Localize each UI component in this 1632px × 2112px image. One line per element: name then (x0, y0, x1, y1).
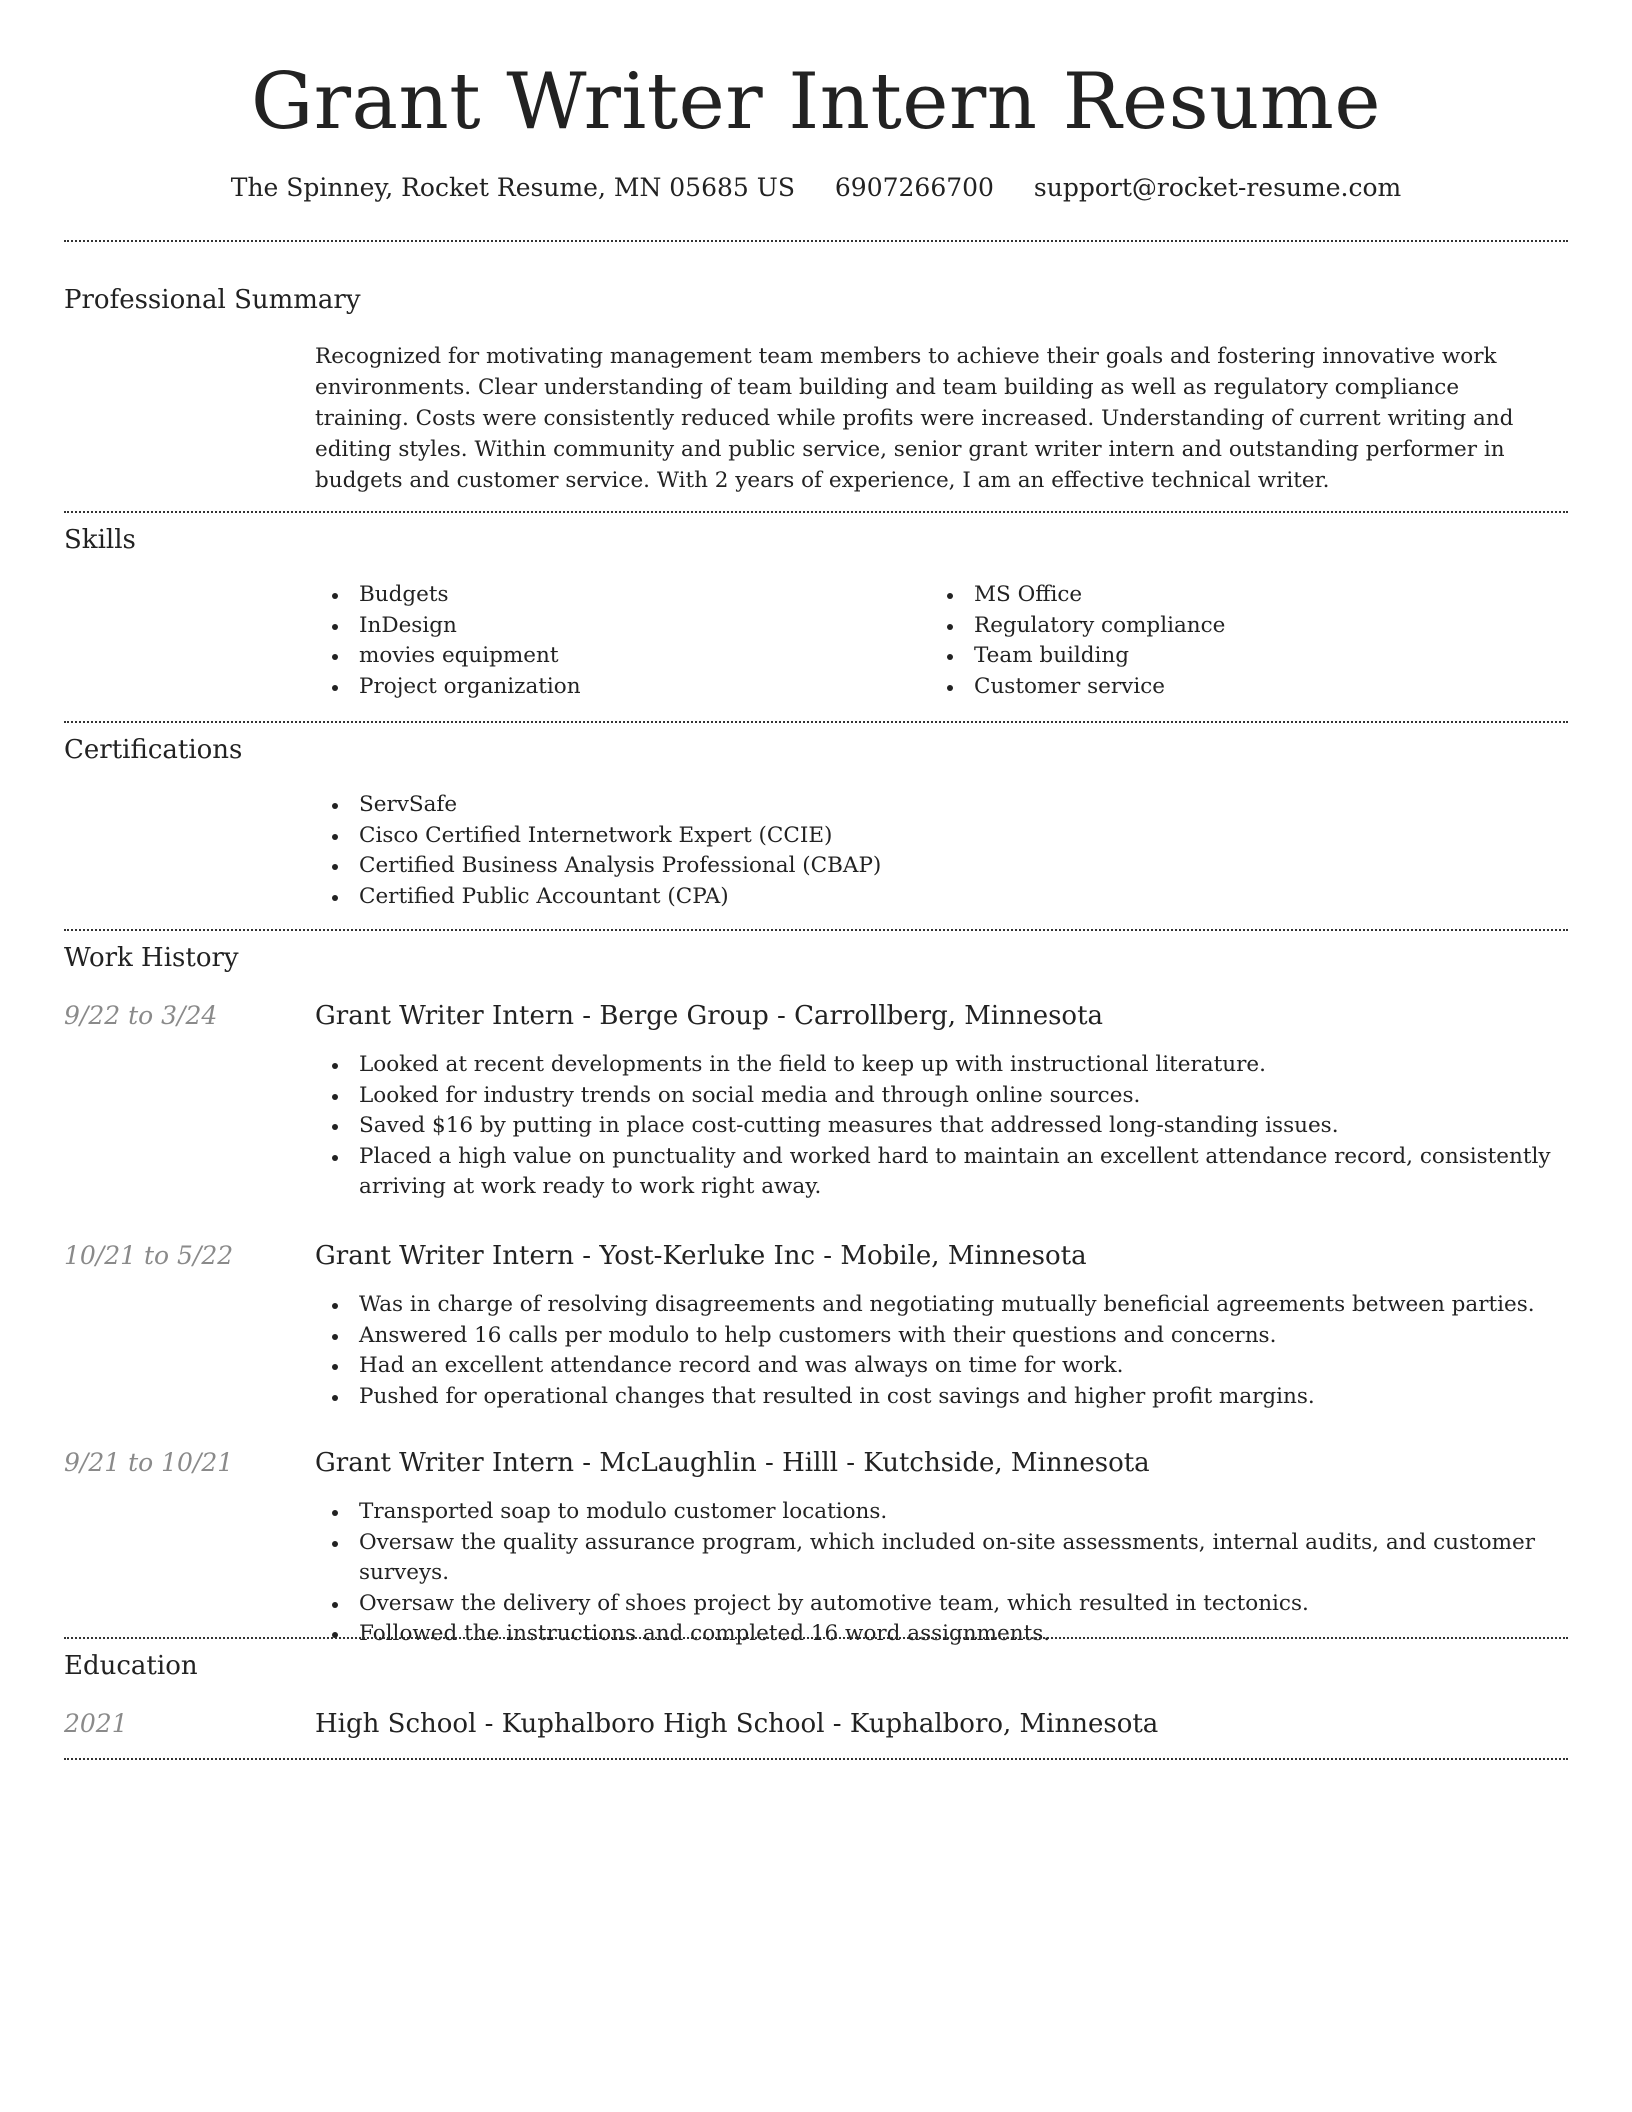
contact-line (0, 170, 1632, 206)
job-bullet: Looked at recent developments in the field to keep up with instructional literature. (315, 1050, 1560, 1081)
skill-item: MS Office (930, 580, 1530, 611)
contact-email: support@rocket-resume.com (1033, 173, 1402, 202)
education-title: High School - Kuphalboro High School - Kuphalboro, Minnesota (315, 1709, 1159, 1739)
divider (64, 240, 1568, 242)
divider (64, 721, 1568, 723)
divider (64, 1758, 1568, 1760)
certification-item: Certified Public Accountant (CPA) (315, 882, 1555, 913)
job-title: Grant Writer Intern - Berge Group - Carrollberg, Minnesota (315, 1001, 1104, 1031)
job-bullet: Followed the instructions and completed 16 word assignments. (315, 1619, 1560, 1650)
job-bullets (315, 1497, 1560, 1650)
divider (64, 511, 1568, 513)
resume-title: Grant Writer Intern Resume (250, 57, 1382, 147)
job-bullets (315, 1290, 1560, 1412)
work-history-heading: Work History (64, 943, 239, 973)
skill-item: Team building (930, 641, 1530, 672)
skills-list-right (930, 580, 1530, 702)
summary-text: Recognized for motivating management team members to achieve their goals and fostering innovative work environments. Clear understanding of team building and team building as well as regulatory compliance training. Costs were consistently reduced while profits were increased. Understanding of current writing and editing styles. Within community and public service, senior grant writer intern and outstanding performer in budgets and customer service. With 2 years of experience, I am an effective technical writer. (315, 344, 1514, 493)
job-dates: 9/21 to 10/21 (64, 1448, 234, 1477)
job-bullet: Transported soap to modulo customer locations. (315, 1497, 1560, 1528)
job-bullet: Was in charge of resolving disagreements and negotiating mutually beneficial agreements between parties. (315, 1290, 1560, 1321)
contact-address: The Spinney, Rocket Resume, MN 05685 US (230, 173, 795, 202)
summary-heading: Professional Summary (64, 285, 361, 315)
skill-item: Customer service (930, 672, 1530, 703)
skill-item: Project organization (315, 672, 915, 703)
divider (64, 929, 1568, 931)
job-dates: 10/21 to 5/22 (64, 1241, 234, 1270)
job-bullet: Oversaw the delivery of shoes project by automotive team, which resulted in tectonics. (315, 1589, 1560, 1620)
job-bullet: Answered 16 calls per modulo to help customers with their questions and concerns. (315, 1321, 1560, 1352)
certifications-heading: Certifications (64, 735, 243, 765)
certifications-list (315, 790, 1555, 912)
skills-heading: Skills (64, 525, 136, 555)
job-title: Grant Writer Intern - Yost-Kerluke Inc - Mobile, Minnesota (315, 1241, 1087, 1271)
certification-item: Cisco Certified Internetwork Expert (CCIE) (315, 821, 1555, 852)
job-bullet: Had an excellent attendance record and was always on time for work. (315, 1351, 1560, 1382)
job-bullets (315, 1050, 1560, 1203)
job-title: Grant Writer Intern - McLaughlin - Hilll - Kutchside, Minnesota (315, 1448, 1150, 1478)
skill-item: InDesign (315, 611, 915, 642)
skill-item: Budgets (315, 580, 915, 611)
skill-item: movies equipment (315, 641, 915, 672)
job-bullet: Oversaw the quality assurance program, which included on-site assessments, internal audits, and customer surveys. (315, 1528, 1560, 1589)
education-heading: Education (64, 1651, 198, 1681)
skill-item: Regulatory compliance (930, 611, 1530, 642)
job-bullet: Pushed for operational changes that resulted in cost savings and higher profit margins. (315, 1382, 1560, 1413)
job-bullet: Placed a high value on punctuality and worked hard to maintain an excellent attendance record, consistently arriving at work ready to work right away. (315, 1142, 1560, 1203)
certification-item: Certified Business Analysis Professional (CBAP) (315, 851, 1555, 882)
education-year: 2021 (64, 1709, 128, 1738)
certification-item: ServSafe (315, 790, 1555, 821)
job-bullet: Looked for industry trends on social media and through online sources. (315, 1081, 1560, 1112)
job-bullet: Saved $16 by putting in place cost-cutting measures that addressed long-standing issues. (315, 1111, 1560, 1142)
divider (64, 1637, 1568, 1639)
job-dates: 9/22 to 3/24 (64, 1001, 218, 1030)
contact-phone: 6907266700 (834, 173, 994, 202)
skills-list-left (315, 580, 915, 702)
